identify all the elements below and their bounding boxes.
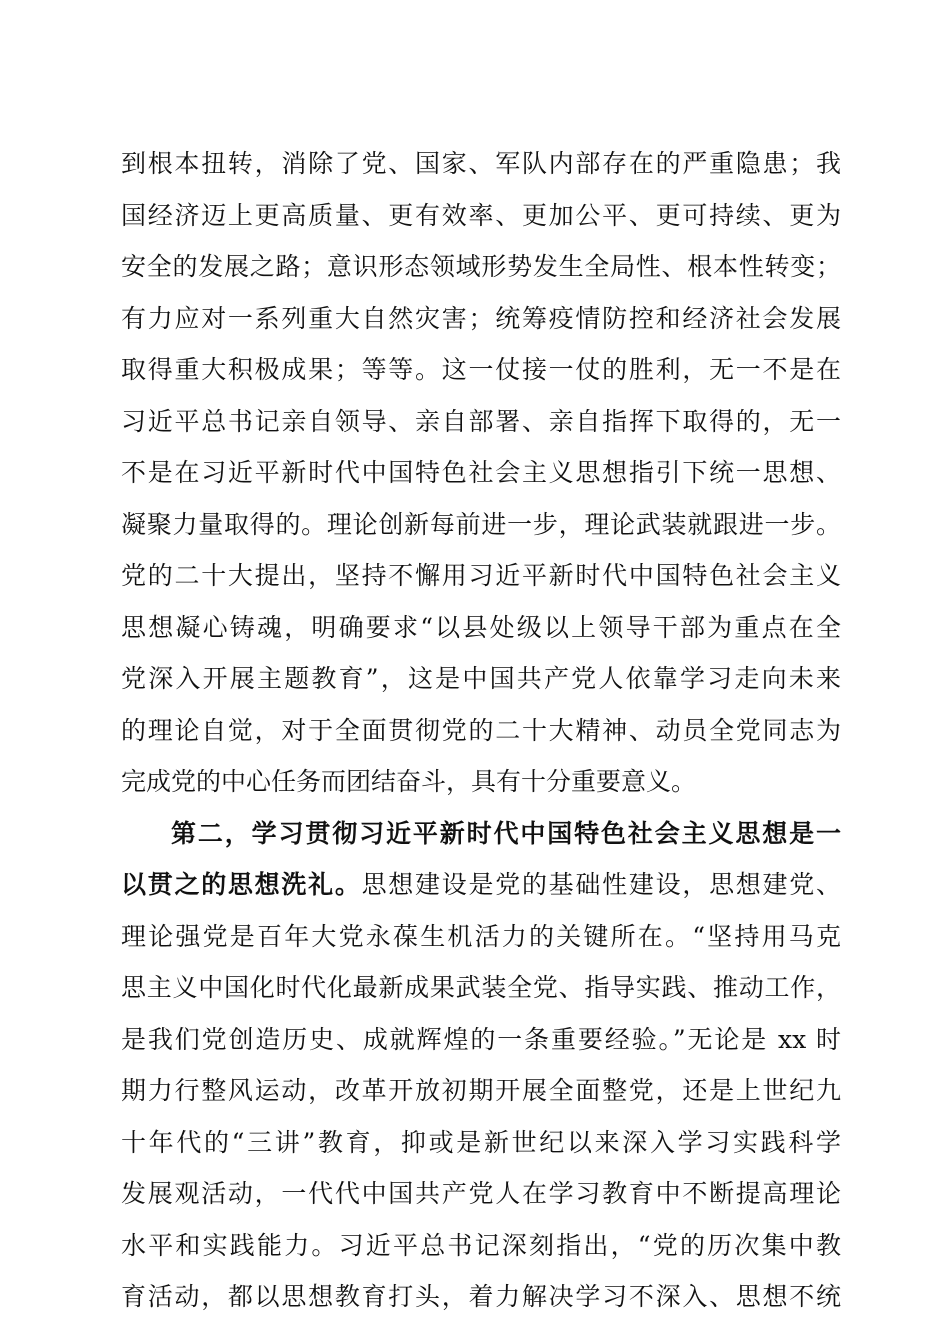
text-line: 取得重大积极成果；等等。这一仗接一仗的胜利，无一不是在	[121, 355, 841, 384]
paragraph-1	[121, 138, 841, 808]
body-text	[121, 138, 841, 1323]
text-line: 是我们党创造历史、成就辉煌的一条重要经验。”无论是 xx 时	[121, 1024, 841, 1054]
text-line: 有力应对一系列重大自然灾害；统筹疫情防控和经济社会发展	[121, 303, 841, 333]
text-line: 的理论自觉，对于全面贯彻党的二十大精神、动员全党同志为	[121, 715, 841, 745]
text-line: 习近平总书记亲自领导、亲自部署、亲自指挥下取得的，无一	[121, 406, 841, 436]
text-line: 思主义中国化时代化最新成果武装全党、指导实践、推动工作，	[121, 973, 841, 1002]
text-line: 党深入开展主题教育”，这是中国共产党人依靠学习走向未来	[121, 664, 841, 693]
text-segment: 思想建设是党的基础性建设，思想建党、	[361, 870, 841, 899]
text-line: 凝聚力量取得的。理论创新每前进一步，理论武装就跟进一步。	[121, 509, 841, 539]
text-line: 思想凝心铸魂，明确要求“以县处级以上领导干部为重点在全	[121, 612, 841, 642]
text-line	[121, 859, 841, 911]
section-heading-end: 以贯之的思想洗礼。	[121, 870, 362, 899]
text-line: 不是在习近平新时代中国特色社会主义思想指引下统一思想、	[121, 458, 841, 487]
text-line: 完成党的中心任务而团结奋斗，具有十分重要意义。	[121, 767, 697, 796]
text-line: 党的二十大提出，坚持不懈用习近平新时代中国特色社会主义	[121, 561, 841, 590]
text-line: 安全的发展之路；意识形态领域形势发生全局性、根本性转变；	[121, 252, 841, 281]
text-line: 十年代的“三讲”教育，抑或是新世纪以来深入学习实践科学	[121, 1127, 841, 1157]
text-line: 到根本扭转，消除了党、国家、军队内部存在的严重隐患；我	[121, 149, 841, 178]
paragraph-2	[121, 808, 841, 1323]
text-line: 育活动，都以思想教育打头，着力解决学习不深入、思想不统	[121, 1282, 841, 1311]
text-line: 理论强党是百年大党永葆生机活力的关键所在。“坚持用马克	[121, 921, 841, 951]
text-line: 水平和实践能力。习近平总书记深刻指出，“党的历次集中教	[121, 1230, 841, 1260]
text-line: 期力行整风运动，改革开放初期开展全面整党，还是上世纪九	[121, 1076, 841, 1105]
text-line: 发展观活动，一代代中国共产党人在学习教育中不断提高理论	[121, 1179, 841, 1208]
text-line: 国经济迈上更高质量、更有效率、更加公平、更可持续、更为	[121, 200, 841, 230]
section-heading-line: 第二，学习贯彻习近平新时代中国特色社会主义思想是一	[171, 818, 841, 848]
